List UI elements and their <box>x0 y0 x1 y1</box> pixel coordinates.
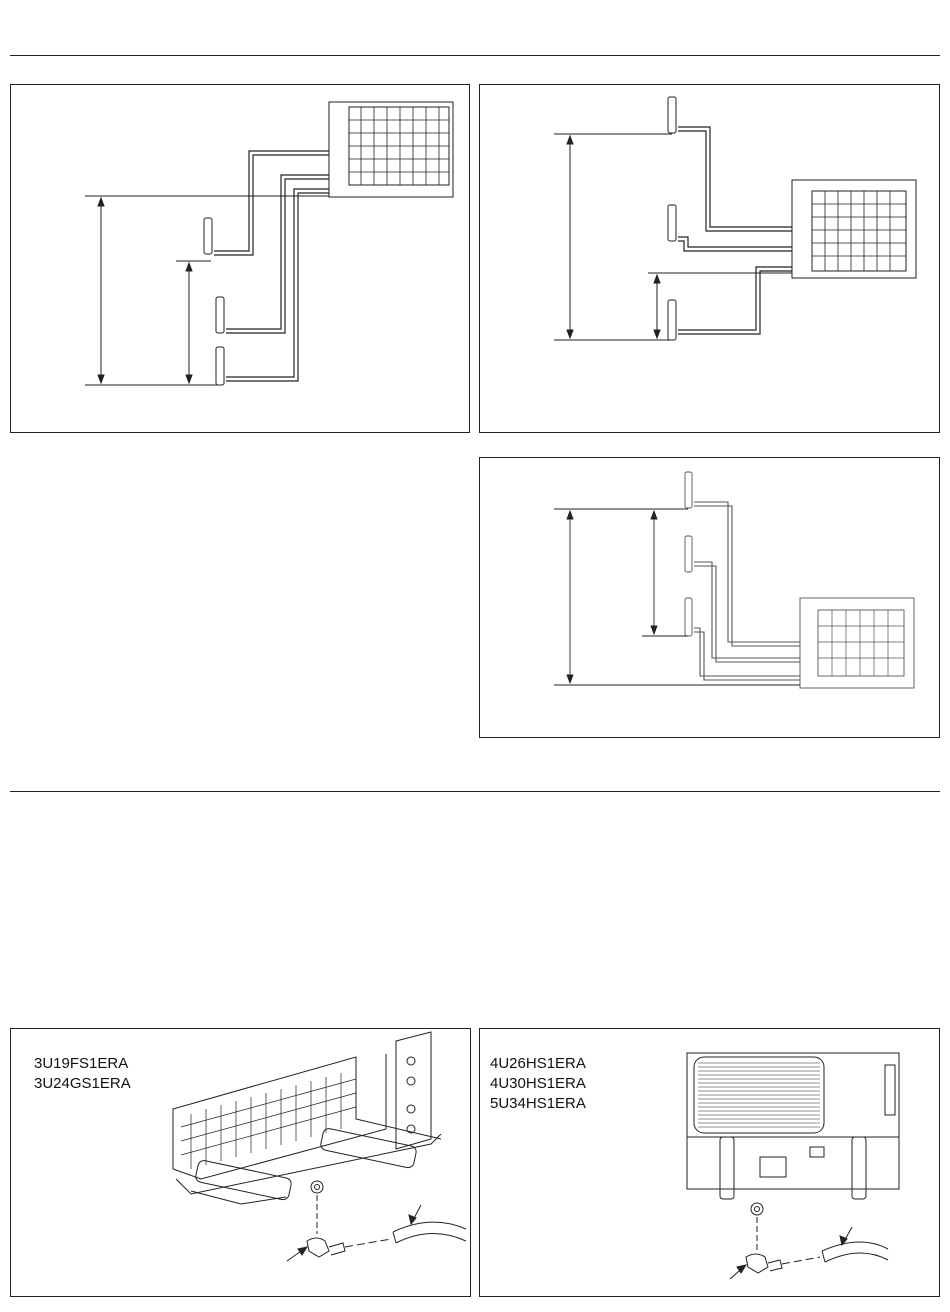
drain-joint-figure-4u-5u <box>479 1028 940 1297</box>
drain-joint <box>746 1254 768 1273</box>
indoor-unit-2 <box>216 297 224 333</box>
drain-joint-figure-3u <box>10 1028 471 1297</box>
piping-diagram-outdoor-middle <box>479 84 940 433</box>
outdoor-unit-body <box>687 1053 899 1189</box>
top-section-rule <box>10 55 940 56</box>
piping-diagram-outdoor-middle-drawing <box>480 85 941 434</box>
indoor-unit-2 <box>685 536 692 572</box>
mounting-foot-left <box>195 1159 292 1200</box>
drain-joint-drawing-4u-5u <box>480 1029 941 1298</box>
model-label: 4U26HS1ERA <box>490 1055 586 1072</box>
outdoor-unit <box>329 102 453 197</box>
model-label: 5U34HS1ERA <box>490 1095 586 1112</box>
drain-joint-drawing-3u <box>11 1029 472 1298</box>
side-handle <box>885 1065 895 1115</box>
model-label: 3U24GS1ERA <box>34 1075 131 1092</box>
outdoor-unit-body <box>173 1057 441 1169</box>
drain-hose <box>393 1222 466 1232</box>
piping-diagram-outdoor-below <box>479 457 940 738</box>
outdoor-unit <box>800 598 914 688</box>
indoor-unit-1 <box>685 472 692 508</box>
indoor-unit-3 <box>216 347 224 385</box>
indoor-unit-2 <box>668 205 676 241</box>
drain-hose <box>822 1242 888 1251</box>
indoor-unit-3 <box>685 598 692 636</box>
model-label: 4U30HS1ERA <box>490 1075 586 1092</box>
mounting-foot-left <box>720 1137 734 1199</box>
drain-hole <box>311 1181 323 1193</box>
indoor-unit-1 <box>668 97 676 133</box>
drain-joint <box>307 1238 329 1257</box>
middle-section-rule <box>10 791 940 792</box>
indoor-unit-3 <box>668 300 676 340</box>
model-label: 3U19FS1ERA <box>34 1055 129 1072</box>
outdoor-unit <box>792 180 916 278</box>
piping-diagram-outdoor-above <box>10 84 470 433</box>
piping-diagram-outdoor-above-drawing <box>11 85 471 434</box>
base-plate-detail <box>760 1157 786 1177</box>
indoor-unit-1 <box>204 218 212 254</box>
piping-diagram-outdoor-below-drawing <box>480 458 941 739</box>
drain-hole <box>751 1203 763 1215</box>
mounting-foot-right <box>852 1137 866 1199</box>
